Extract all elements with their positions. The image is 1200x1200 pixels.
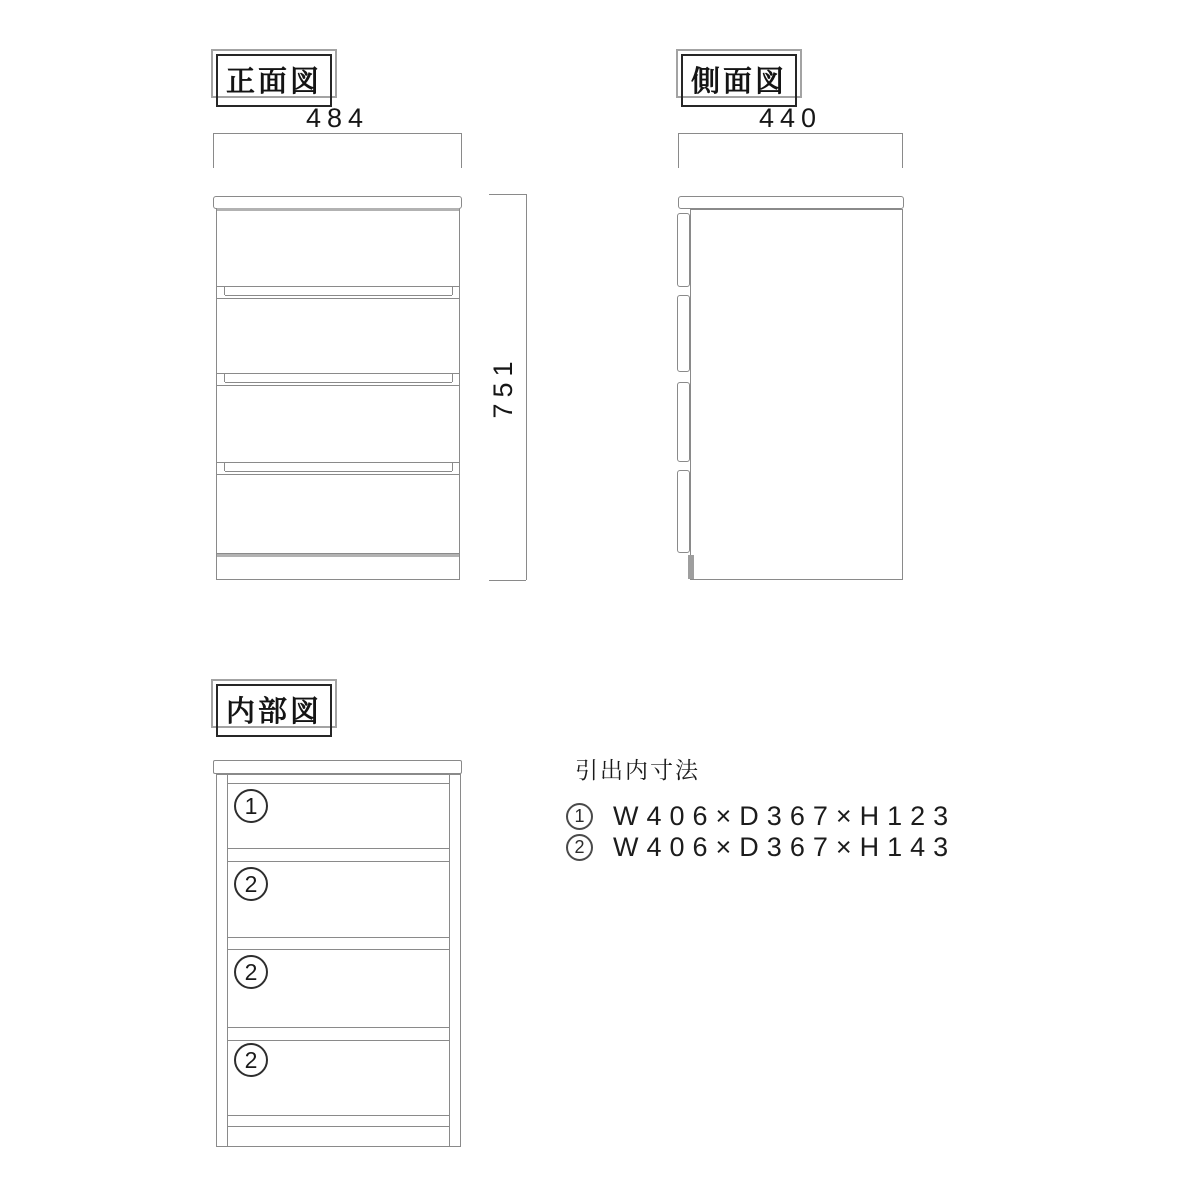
- front-gap3-mid-line: [225, 471, 452, 472]
- drawer-spec-title: 引出内寸法: [575, 757, 700, 783]
- front-gap3-notch-right: [452, 462, 453, 471]
- side-view-label-inner: [681, 54, 797, 107]
- drawer-spec-row-1: [566, 801, 956, 832]
- internal-base-bottom-line: [228, 1126, 449, 1127]
- front-gap1-mid-line: [225, 295, 452, 296]
- internal-shelf2-bottom-line: [228, 949, 449, 950]
- internal-base-top-line: [228, 1115, 449, 1116]
- front-top-shadow: [217, 208, 459, 211]
- front-cabinet-body: [216, 209, 460, 580]
- side-depth-dim-tick-left: [678, 133, 679, 168]
- front-height-dim-tick-bottom: [489, 580, 526, 581]
- internal-left-wall-line: [227, 774, 228, 1147]
- side-drawer1-profile: [677, 213, 690, 287]
- drawer-spec-row-2: [566, 832, 956, 863]
- side-drawer3-profile: [677, 382, 690, 462]
- front-drawer4-top-line: [217, 474, 459, 475]
- internal-top-inner-line: [228, 783, 449, 784]
- side-depth-dimension: 440: [758, 103, 823, 133]
- front-height-dimension: 751: [488, 355, 518, 419]
- front-gap2-notch-right: [452, 373, 453, 382]
- internal-shelf2-top-line: [228, 937, 449, 938]
- side-drawer4-profile: [677, 470, 690, 553]
- side-view-label-box: [676, 49, 802, 98]
- internal-shelf1-top-line: [228, 848, 449, 849]
- drawer-spec-2-size: W406×D367×H143: [613, 832, 957, 862]
- front-drawer2-bottom-line: [217, 373, 459, 374]
- front-drawer3-bottom-line: [217, 462, 459, 463]
- side-base-foot: [688, 555, 694, 579]
- front-gap2-notch-left: [224, 373, 225, 382]
- front-width-dim-tick-right: [461, 133, 462, 168]
- front-width-dim-tick-left: [213, 133, 214, 168]
- drawer-spec-1-badge: 1: [566, 803, 593, 830]
- side-view-label: 側面図: [691, 66, 788, 98]
- internal-right-wall-line: [449, 774, 450, 1147]
- front-view-label: 正面図: [226, 66, 323, 98]
- compartment-4-badge: 2: [234, 1043, 268, 1077]
- front-gap1-notch-left: [224, 286, 225, 295]
- front-view-label-box: [211, 49, 337, 98]
- front-height-dim-tick-top: [489, 194, 526, 195]
- compartment-1-badge: 1: [234, 789, 268, 823]
- front-gap1-notch-right: [452, 286, 453, 295]
- internal-shelf3-top-line: [228, 1027, 449, 1028]
- internal-view-label-inner: [216, 684, 332, 737]
- side-depth-dim-tick-right: [902, 133, 903, 168]
- front-drawer3-top-line: [217, 385, 459, 386]
- internal-shelf3-bottom-line: [228, 1040, 449, 1041]
- side-drawer2-profile: [677, 295, 690, 372]
- side-depth-dim-line: [678, 133, 903, 134]
- internal-shelf1-bottom-line: [228, 861, 449, 862]
- front-drawer1-bottom-line: [217, 286, 459, 287]
- front-width-dim-line: [213, 133, 462, 134]
- side-cabinet-body: [690, 209, 903, 580]
- internal-cabinet-top: [213, 760, 462, 774]
- compartment-2-badge: 2: [234, 867, 268, 901]
- front-gap3-notch-left: [224, 462, 225, 471]
- internal-view-label: 内部図: [226, 696, 323, 728]
- front-gap2-mid-line: [225, 382, 452, 383]
- front-drawer2-top-line: [217, 298, 459, 299]
- front-width-dimension: 484: [305, 103, 370, 133]
- front-view-label-inner: [216, 54, 332, 107]
- side-cabinet-top: [678, 196, 904, 209]
- drawer-spec-1-size: W406×D367×H123: [613, 801, 957, 831]
- internal-view-label-box: [211, 679, 337, 728]
- front-base-shadow: [217, 554, 459, 557]
- compartment-3-badge: 2: [234, 955, 268, 989]
- drawer-spec-2-badge: 2: [566, 834, 593, 861]
